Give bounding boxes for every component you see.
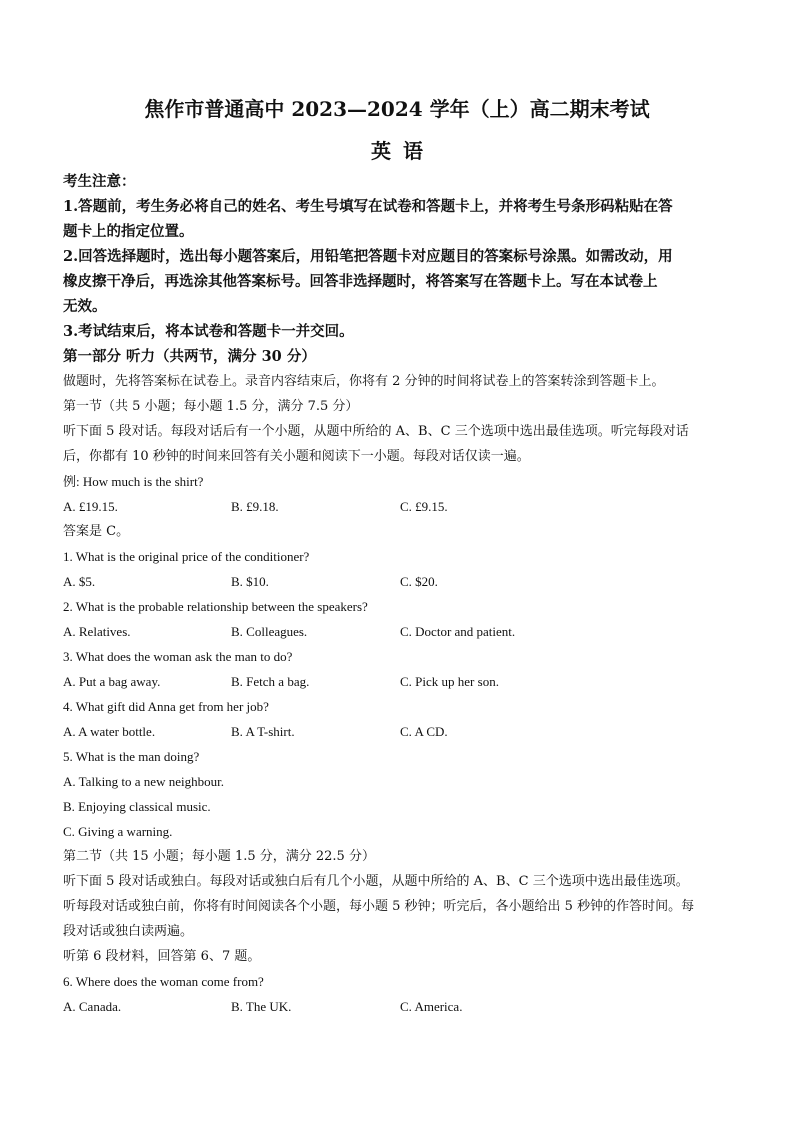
section1-heading: 第一节（共 5 小题；每小题 1.5 分，满分 7.5 分）	[63, 399, 359, 414]
question-5: 5. What is the man doing?	[63, 749, 200, 764]
question-2-option-b: B. Colleagues.	[231, 624, 308, 639]
example-answer: 答案是 C。	[63, 524, 130, 539]
question-2-option-c: C. Doctor and patient.	[400, 624, 516, 639]
question-1-option-b: B. $10.	[231, 574, 269, 589]
question-1: 1. What is the original price of the conditioner?	[63, 549, 310, 564]
exam-title: 焦作市普通高中 2023—2024 学年（上）高二期末考试	[144, 97, 650, 121]
question-2: 2. What is the probable relationship between the speakers?	[63, 599, 368, 614]
notice-item-3: 3.考试结束后，将本试卷和答题卡一并交回。	[63, 323, 354, 340]
notice-item-2-line-3: 无效。	[63, 298, 107, 315]
part1-intro: 做题时，先将答案标在试卷上。录音内容结束后，你将有 2 分钟的时间将试卷上的答案转涂到答题卡上。	[63, 374, 665, 389]
question-4-option-b: B. A T-shirt.	[231, 724, 295, 739]
notice-heading: 考生注意：	[63, 173, 136, 190]
example-question: 例: How much is the shirt?	[63, 474, 204, 489]
question-4-option-c: C. A CD.	[400, 724, 448, 739]
section2-instructions-line-1: 听下面 5 段对话或独白。每段对话或独白后有几个小题，从题中所给的 A、B、C 三个选项中选出最佳选项。	[63, 874, 689, 889]
section1-instructions-line-1: 听下面 5 段对话。每段对话后有一个小题，从题中所给的 A、B、C 三个选项中选出最佳选项。听完每段对话	[63, 424, 689, 439]
question-1-option-a: A. $5.	[63, 574, 96, 589]
notice-item-2-line-1: 2.回答选择题时，选出每小题答案后，用铅笔把答题卡对应题目的答案标号涂黑。如需改动，用	[63, 248, 673, 265]
exam-subject: 英语	[371, 139, 435, 163]
section2-heading: 第二节（共 15 小题；每小题 1.5 分，满分 22.5 分）	[63, 849, 375, 864]
section1-instructions-line-2: 后，你都有 10 秒钟的时间来回答有关小题和阅读下一小题。每段对话仅读一遍。	[63, 449, 530, 464]
notice-item-1-line-2: 题卡上的指定位置。	[63, 223, 194, 240]
notice-item-2-line-2: 橡皮擦干净后，再选涂其他答案标号。回答非选择题时，将答案写在答题卡上。写在本试卷上	[63, 273, 658, 290]
question-3: 3. What does the woman ask the man to do?	[63, 649, 293, 664]
question-6-option-a: A. Canada.	[63, 999, 122, 1014]
question-6-option-c: C. America.	[400, 999, 463, 1014]
section2-instructions-line-3: 段对话或独白读两遍。	[63, 924, 194, 939]
question-5-option-a: A. Talking to a new neighbour.	[63, 774, 224, 789]
part1-heading: 第一部分 听力（共两节，满分 30 分）	[63, 348, 316, 365]
question-2-option-a: A. Relatives.	[63, 624, 131, 639]
material-6-heading: 听第 6 段材料，回答第 6、7 题。	[63, 949, 261, 964]
example-option-a: A. £19.15.	[63, 499, 118, 514]
question-5-option-b: B. Enjoying classical music.	[63, 799, 211, 814]
question-6-option-b: B. The UK.	[231, 999, 292, 1014]
question-1-option-c: C. $20.	[400, 574, 438, 589]
notice-item-1-line-1: 1.答题前，考生务必将自己的姓名、考生号填写在试卷和答题卡上，并将考生号条形码粘贴在答	[63, 198, 673, 215]
question-3-option-b: B. Fetch a bag.	[231, 674, 310, 689]
question-3-option-a: A. Put a bag away.	[63, 674, 161, 689]
question-3-option-c: C. Pick up her son.	[400, 674, 499, 689]
question-6: 6. Where does the woman come from?	[63, 974, 264, 989]
example-option-c: C. £9.15.	[400, 499, 448, 514]
question-4: 4. What gift did Anna get from her job?	[63, 699, 269, 714]
question-5-option-c: C. Giving a warning.	[63, 824, 173, 839]
section2-instructions-line-2: 听每段对话或独白前，你将有时间阅读各个小题，每小题 5 秒钟；听完后，各小题给出 5 秒钟的作答时间。每	[63, 899, 695, 914]
example-option-b: B. £9.18.	[231, 499, 279, 514]
question-4-option-a: A. A water bottle.	[63, 724, 156, 739]
